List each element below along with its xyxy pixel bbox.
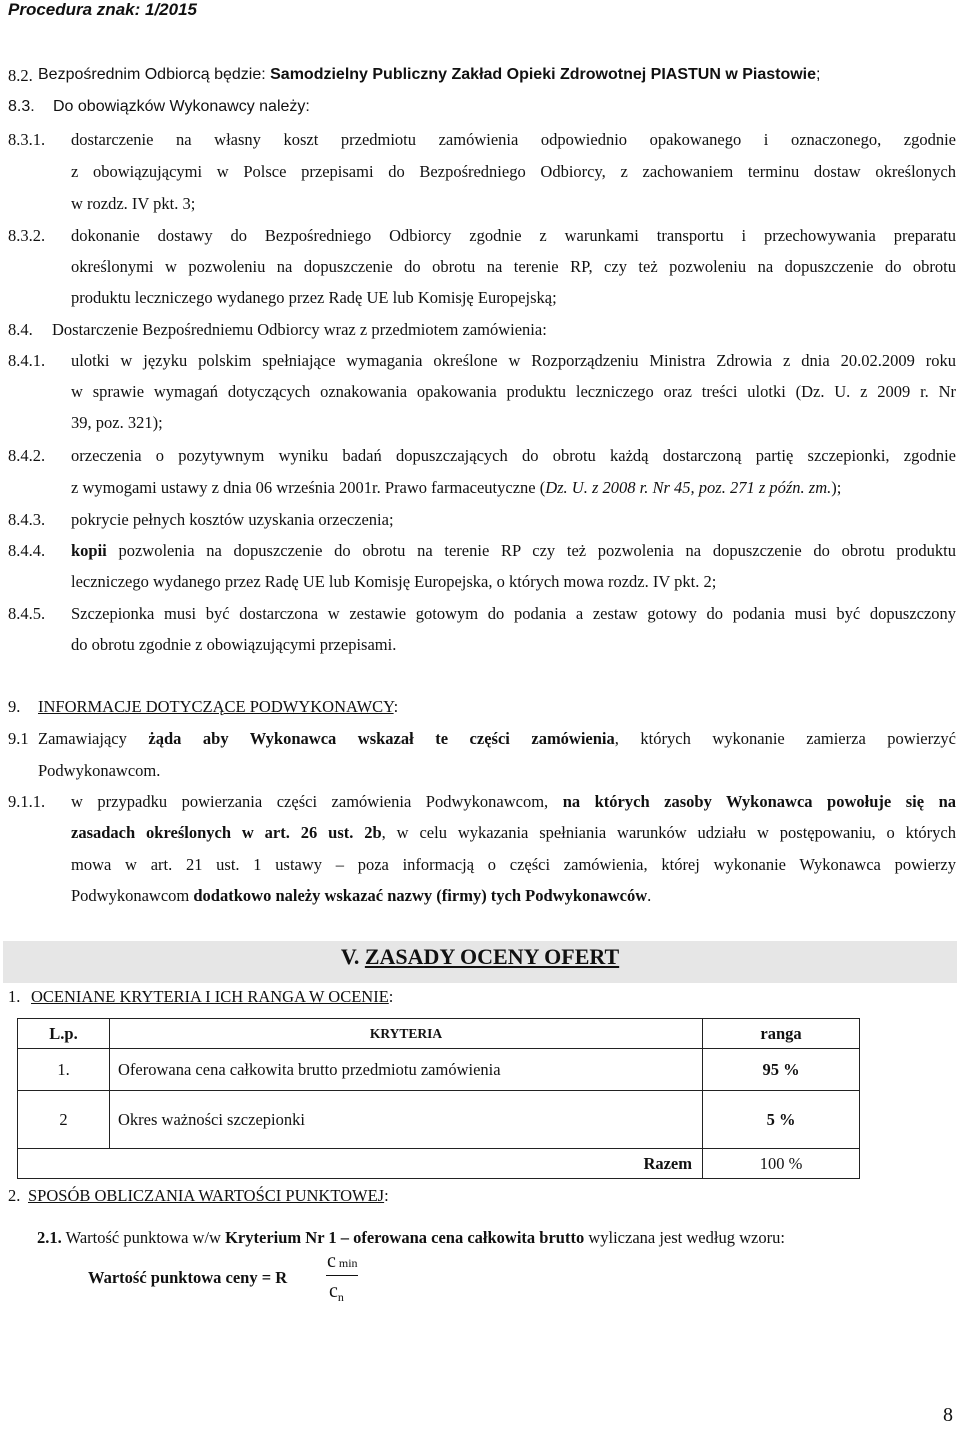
section-number: 2. [8,1186,21,1205]
item-number: 9.1 [8,729,29,748]
item-text: pozwolenia na dopuszczenie do obrotu na terenie RP czy też pozwolenia na dopuszczenie do obrotu produktu [106,541,956,560]
item-9-1-line2: Podwykonawcom. [38,761,161,780]
subsection-2-title [28,1186,389,1206]
section-number: 1. [8,987,21,1006]
item-8-3-1-line2: z obowiązującymi w Polsce przepisami do Bezpośredniego Odbiorcy, z zachowaniem terminu dostaw określonych [71,162,956,181]
item-8-4-1-line3: 39, poz. 321); [71,413,163,432]
item-number: 9.1.1. [8,792,46,811]
subsection-title-text: SPOSÓB OBLICZANIA WARTOŚCI PUNKTOWEJ [28,1186,385,1205]
section-v-title [0,944,960,970]
item-bold-text: dodatkowo należy wskazać nazwy (firmy) tych Podwykonawców [193,886,648,905]
section-title-text: INFORMACJE DOTYCZĄCE PODWYKONAWCY [38,697,394,716]
item-8-4-4-line1 [71,541,956,561]
item-2-1 [37,1228,785,1248]
item-bold-text: kopii [71,541,107,560]
item-8-4-2-line1: orzeczenia o pozytywnym wyniku badań dopuszczających do obrotu każdą dostarczoną partię szczepionki, zgodnie [71,446,956,465]
item-8-4: Dostarczenie Bezpośredniemu Odbiorcy wraz z przedmiotem zamówienia: [52,320,547,339]
subsection-1-title [31,987,393,1007]
header-lp: L.p. [18,1019,110,1049]
fraction-bar [326,1275,358,1276]
item-number: 8.4.5. [8,604,46,623]
row-ranga: 5 % [703,1091,860,1149]
item-8-4-2-line2 [71,478,841,498]
item-8-4-5-line2: do obrotu zgodnie z obowiązującymi przepisami. [71,635,397,654]
total-value: 100 % [703,1149,860,1179]
item-number: 8.3.2. [8,226,46,245]
table-total-row [18,1149,860,1179]
item-number: 8.4.3. [8,510,46,529]
item-8-3-2-line1: dokonanie dostawy do Bezpośredniego Odbiorcy zgodnie z warunkami transportu i przechowywania preparatu [71,226,956,245]
row-ranga: 95 % [703,1049,860,1091]
item-number: 8.4.2. [8,446,46,465]
formula-c: c [329,1280,338,1302]
item-end: ; [816,66,821,83]
row-criterion: Oferowana cena całkowita brutto przedmiotu zamówienia [110,1049,703,1091]
subsection-title-colon: : [384,1186,389,1205]
item-text: w przypadku powierzania części zamówienia Podwykonawcom, [71,792,563,811]
header-kryteria: KRYTERIA [110,1019,703,1049]
item-8-4-4-line2: leczniczego wydanego przez Radę UE lub Komisję Europejska, o których mowa rozdz. IV pkt. 2; [71,572,717,591]
subsection-title-colon: : [388,987,394,1006]
item-end: . [647,886,652,905]
item-bold-text: zasadach określonych w art. 26 ust. 2b [71,823,382,842]
item-bold-text: żąda aby Wykonawca wskazał te części zamówienia [148,729,615,748]
item-8-3-1-line1: dostarczenie na własny koszt przedmiotu zamówienia odpowiednio opakowanego i oznaczonego, zgodnie [71,130,956,149]
formula-numerator [327,1250,358,1273]
criteria-table [17,1018,860,1179]
total-label: Razem [18,1149,703,1179]
formula-label: Wartość punktowa ceny = R [88,1268,288,1287]
item-8-3-2-line3: produktu leczniczego wydanego przez Radę UE lub Komisję Europejską; [71,288,557,307]
page-header: Procedura znak: 1/2015 [8,0,197,19]
item-number: 8.3. [8,98,35,115]
item-number: 2.1. [37,1228,62,1247]
item-8-4-3: pokrycie pełnych kosztów uzyskania orzeczenia; [71,510,394,529]
header-ranga: ranga [703,1019,860,1049]
formula-c: c [327,1250,336,1272]
item-9-1-line1 [38,729,956,749]
section-number: 9. [8,697,21,716]
item-number: 8.4. [8,320,33,339]
formula-sub-min: min [335,1256,358,1270]
item-text: z wymogami ustawy z dnia 06 września 2001r. Prawo farmaceutyczne ( [71,478,546,497]
item-8-3-1-line3: w rozdz. IV pkt. 3; [71,194,196,213]
item-end: ); [831,478,842,497]
section-title-colon: : [393,697,399,716]
section-prefix: V. [340,944,365,969]
row-lp: 2 [18,1091,110,1149]
item-8-3: Do obowiązków Wykonawcy należy: [53,98,310,115]
item-text: Bezpośrednim Odbiorcą będzie: [38,66,271,83]
formula-denominator [329,1280,344,1303]
table-header-row [18,1019,860,1049]
page-number: 8 [943,1404,953,1426]
row-lp: 1. [18,1049,110,1091]
item-bold-text: Samodzielny Publiczny Zakład Opieki Zdrowotnej PIASTUN w Piastowie [270,66,817,83]
item-9-1-1-line1 [71,792,956,812]
item-text: , w celu wykazania spełniania warunków udziału w postępowaniu, o których [381,823,956,842]
section-title-text: ZASADY OCENY OFERT [364,944,620,969]
item-number: 8.4.1. [8,351,46,370]
table-row [18,1049,860,1091]
row-criterion: Okres ważności szczepionki [110,1091,703,1149]
item-number: 8.2. [8,66,33,85]
item-text: Wartość punktowa w/w [61,1228,226,1247]
item-9-1-1-line4 [71,886,651,906]
item-8-3-2-line2: określonymi w pozwoleniu na dopuszczenie do obrotu na terenie RP, czy też pozwoleniu na dopuszczenie do obrotu [71,257,956,276]
item-8-4-1-line1: ulotki w języku polskim spełniające wymagania określone w Rozporządzeniu Ministra Zdrowia z dnia 20.02.2009 roku [71,351,956,370]
table-row [18,1091,860,1149]
item-8-2 [38,66,820,84]
legal-reference: Dz. U. z 2008 r. Nr 45, poz. 271 z późn. zm. [545,478,832,497]
item-number: 8.3.1. [8,130,46,149]
item-bold-text: Kryterium Nr 1 – oferowana cena całkowita brutto [225,1228,585,1247]
item-text: Zamawiający [38,729,149,748]
item-9-1-1-line3: mowa w art. 21 ust. 1 ustawy – poza informacją o części zamówienia, której wykonanie Wykonawca powierzy [71,855,956,874]
item-8-4-1-line2: w sprawie wymagań dotyczących oznakowania opakowania produktu leczniczego oraz treści ulotki (Dz. U. z 2009 r. Nr [71,382,956,401]
item-text: wyliczana jest według wzoru: [584,1228,785,1247]
section-9-title [38,697,398,717]
item-text: , których wykonanie zamierza powierzyć [614,729,957,748]
item-number: 8.4.4. [8,541,46,560]
subsection-title-text: OCENIANE KRYTERIA I ICH RANGA W OCENIE [31,987,389,1006]
item-9-1-1-line2 [71,823,956,843]
item-8-4-5-line1: Szczepionka musi być dostarczona w zestawie gotowym do podania a zestaw gotowy do podania musi być dopuszczony [71,604,956,623]
item-bold-text: na których zasoby Wykonawca powołuje się na [562,792,957,811]
formula-sub-n: n [337,1290,344,1304]
item-text: Podwykonawcom [71,886,194,905]
